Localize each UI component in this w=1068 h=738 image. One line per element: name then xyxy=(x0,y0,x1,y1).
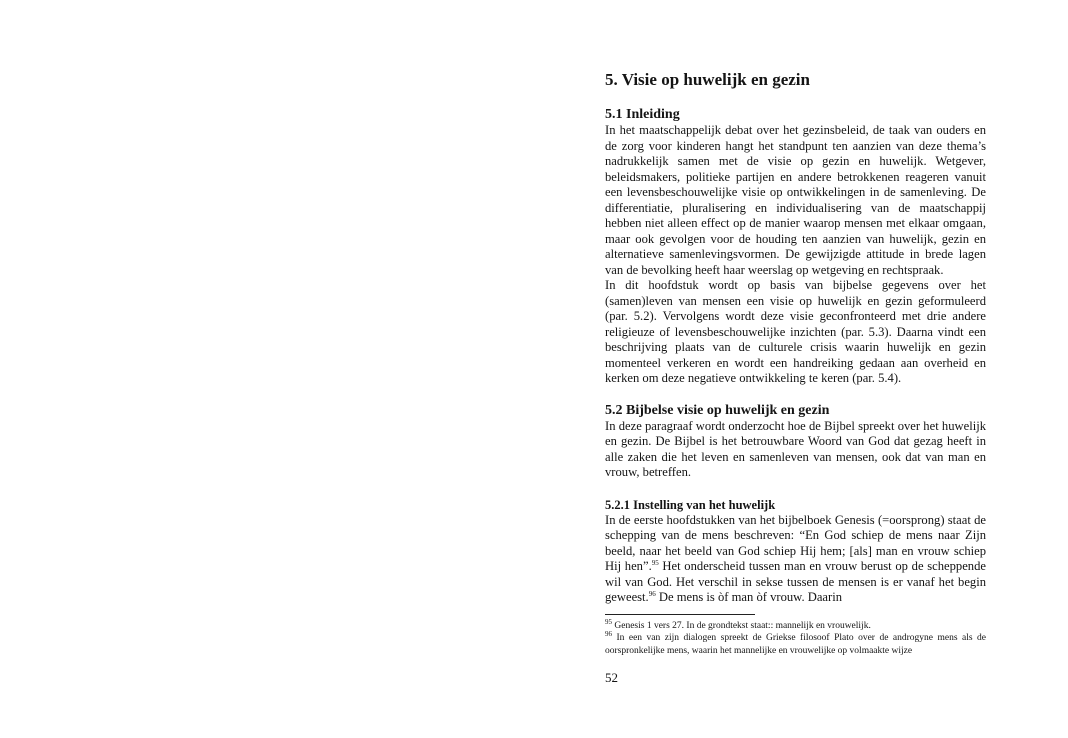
inleiding-paragraph-1: In het maatschappelijk debat over het gezinsbeleid, de taak van ouders en de zorg voor kinderen hangt het standpunt ten aanzien van deze thema’s nadrukkelijk samen met de visie op gezin en huwelijk. Wetgever, beleidsmakers, politieke partijen en andere betrokkenen reageren vanuit een levensbeschouwelijke visie op ontwikkelingen in de samenleving. De differentiatie, pluralisering en individualisering van de maatschappij hebben niet alleen effect op de manier waarop mensen met elkaar omgaan, maar ook gevolgen voor de houding ten aanzien van huwelijk, gezin en alternatieve samenlevingsvormen. De gewijzigde attitude in brede lagen van de bevolking heeft haar weerslag op wetgeving en rechtspraak. xyxy=(605,123,986,277)
section-heading-bijbelse-visie: 5.2 Bijbelse visie op huwelijk en gezin xyxy=(605,402,830,418)
footnote-ref-96: 96 xyxy=(648,589,656,598)
chapter-title: 5. Visie op huwelijk en gezin xyxy=(605,70,810,89)
page-number: 52 xyxy=(605,670,618,685)
instelling-text-part-1: In de eerste hoofdstukken van het bijbelboek Genesis (=oorsprong) staat de schepping van de mens beschreven: “En God schiep de mens naar Zijn beeld, naar het beeld van God schiep Hij hem; [als] man en vrouw schiep Hij hen”. xyxy=(605,512,986,573)
footnote-text-95: Genesis 1 vers 27. In de grondtekst staat:: mannelijk en vrouwelijk. xyxy=(614,620,871,631)
footnote-96 xyxy=(605,629,987,657)
instelling-text-part-3: De mens is òf man òf vrouw. Daarin xyxy=(655,590,843,604)
inleiding-paragraph-2: In dit hoofdstuk wordt op basis van bijbelse gegevens over het (samen)leven van mensen een visie op huwelijk en gezin geformuleerd (par. 5.2). Vervolgens wordt deze visie geconfronteerd met drie andere religieuze of levensbeschouwelijke inzichten (par. 5.3). Daarna vindt een beschrijving plaats van de culturele crisis waarin huwelijk en gezin momenteel verkeren en wordt een handreiking gedaan aan overheid en kerken om deze negatieve ontwikkeling te keren (par. 5.4). xyxy=(605,278,986,385)
instelling-text-part-2: Het onderscheid tussen man en vrouw berust op de scheppende wil van God. Het verschil in sekse tussen de mensen is er vanaf het begin geweest. xyxy=(605,559,986,604)
footnote-text-96: In een van zijn dialogen spreekt de Griekse filosoof Plato over de androgyne mens als de oorspronkelijke mens, waarin het mannelijke en vrouwelijke op volmaakte wijze xyxy=(605,633,987,656)
footnote-95 xyxy=(605,617,986,633)
section-heading-inleiding: 5.1 Inleiding xyxy=(605,107,680,122)
footnote-number-96: 96 xyxy=(605,629,612,638)
footnote-number-95: 95 xyxy=(605,617,612,626)
footnote-separator xyxy=(605,614,755,615)
footnote-ref-95: 95 xyxy=(651,558,659,567)
instelling-paragraph xyxy=(605,513,986,606)
subsection-heading-instelling: 5.2.1 Instelling van het huwelijk xyxy=(605,497,776,512)
book-page-right xyxy=(605,68,986,686)
bijbelse-visie-paragraph: In deze paragraaf wordt onderzocht hoe de Bijbel spreekt over het huwelijk en gezin. De Bijbel is het betrouwbare Woord van God dat gezag heeft in alle zaken die het leven en samenleven van mensen, ook dat van man en vrouw, betreffen. xyxy=(605,418,986,479)
